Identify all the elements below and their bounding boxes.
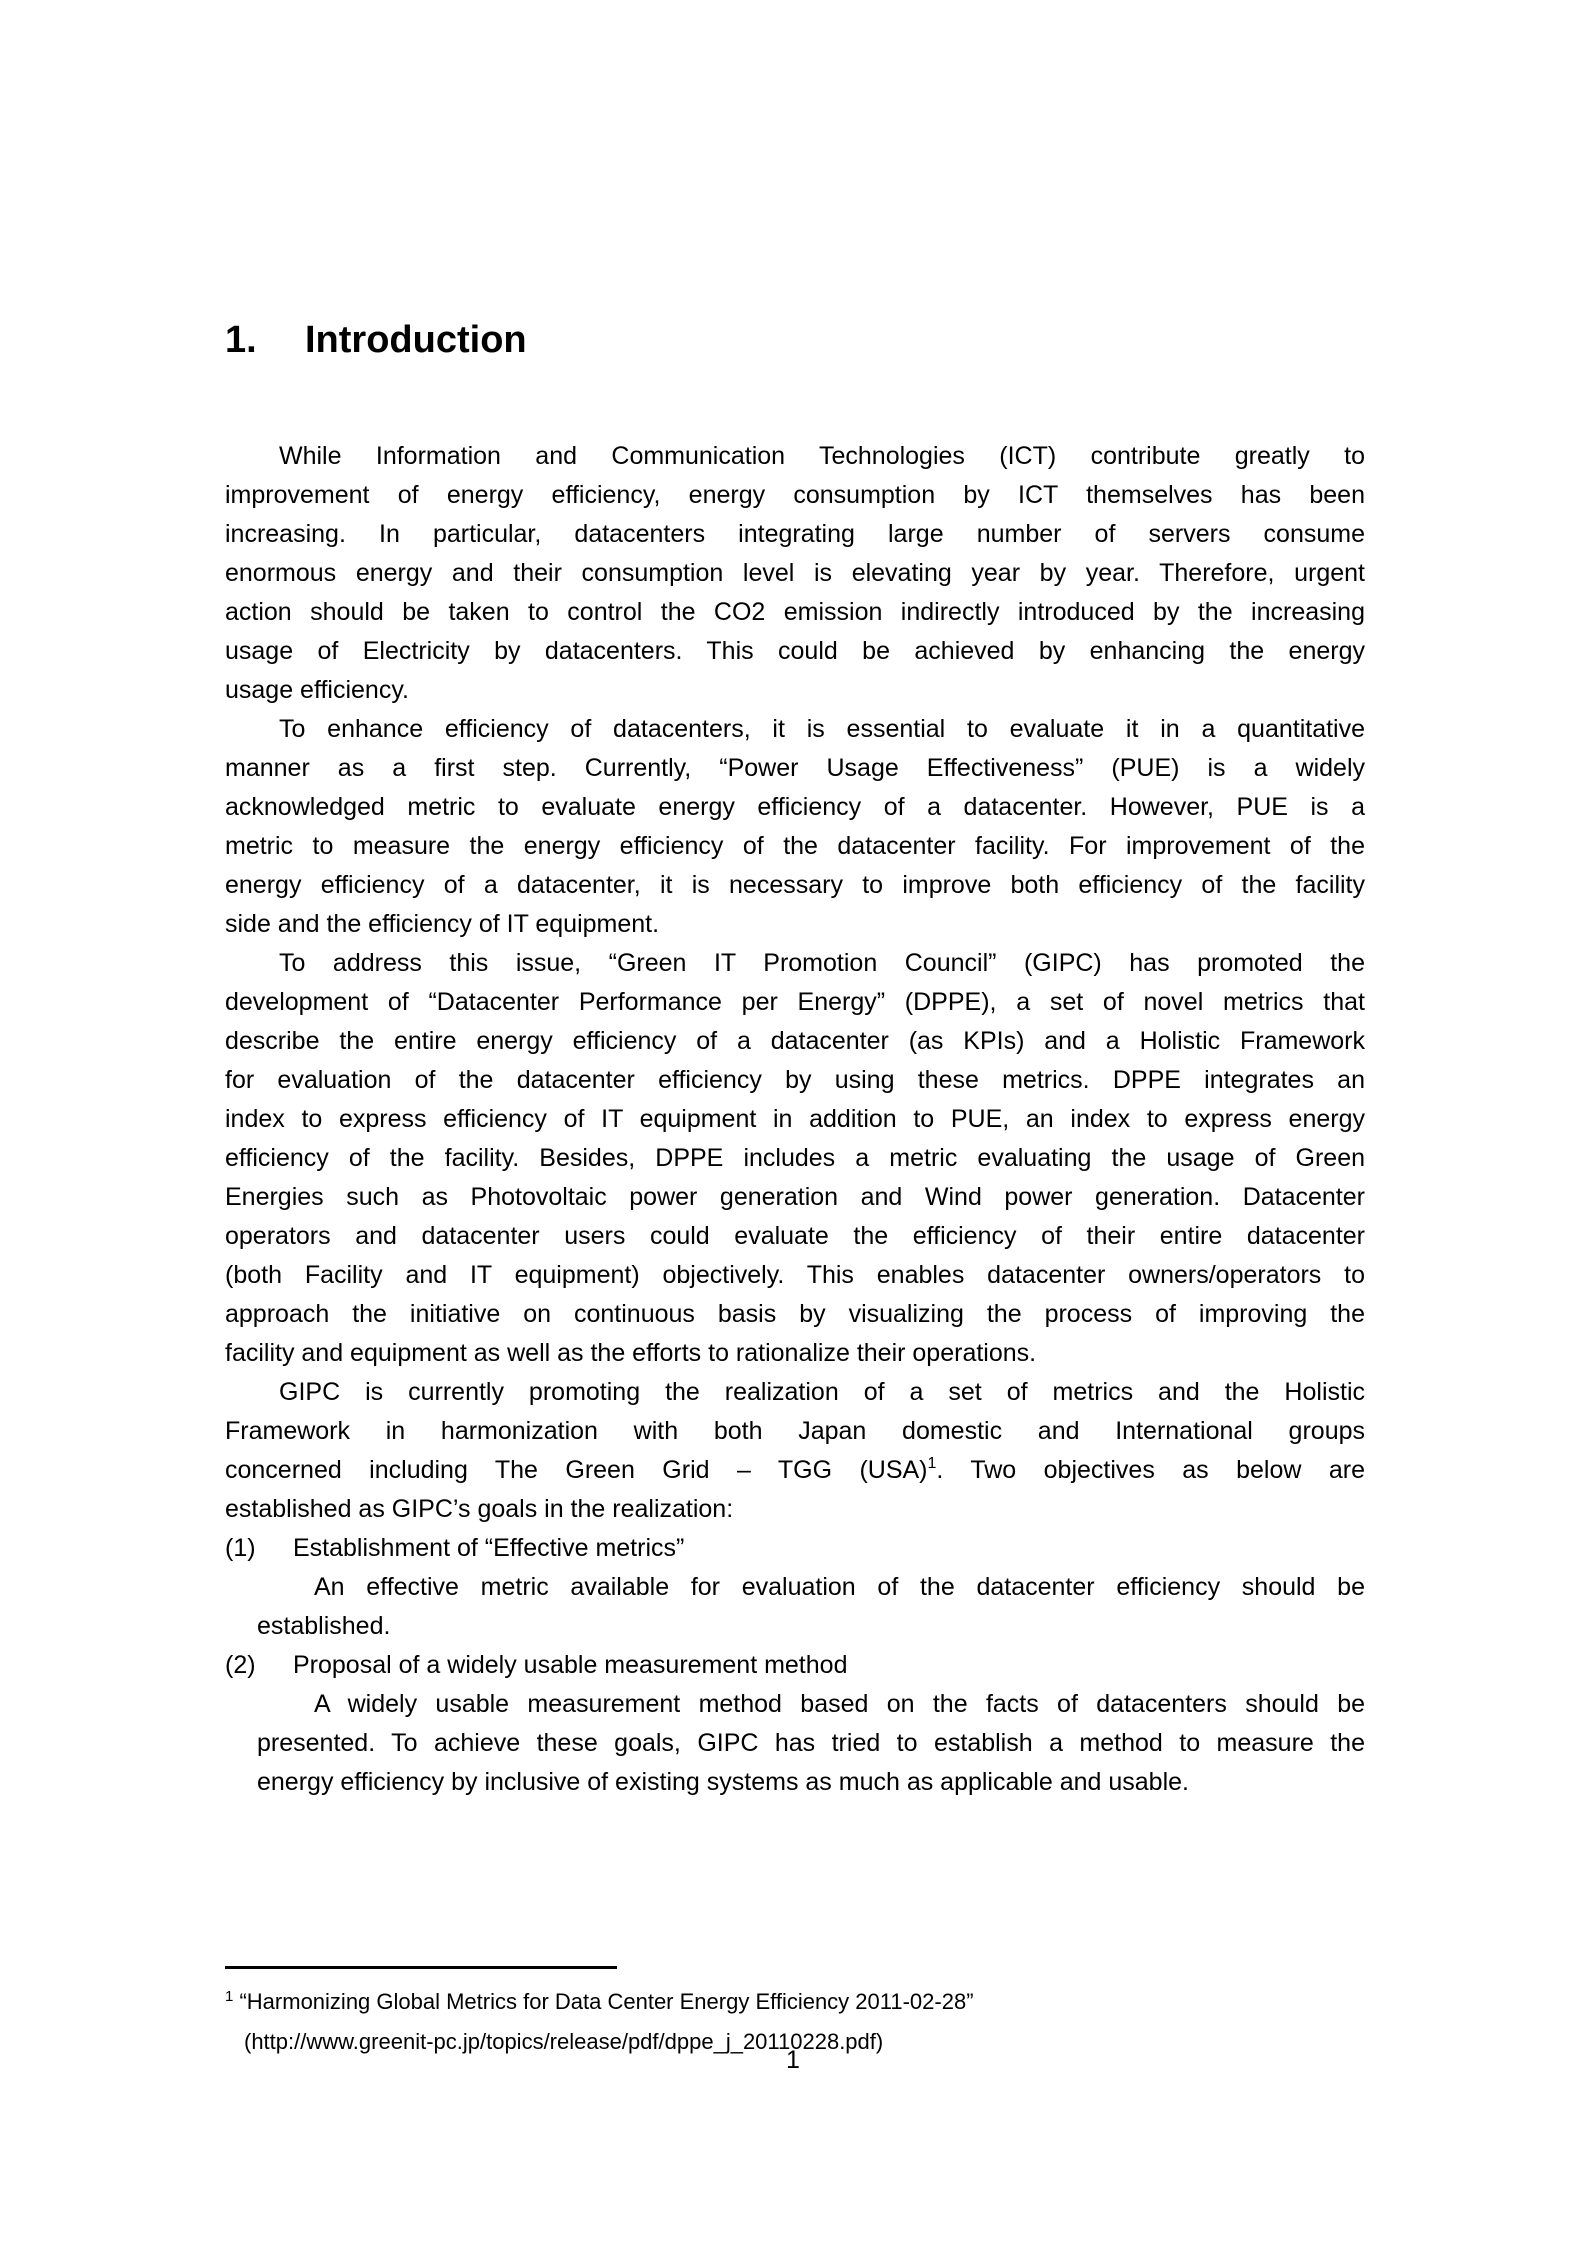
text-line: enormous energy and their consumption level is elevating year by year. Therefore, urgent [225, 559, 1365, 587]
text-segment: . Two objectives as below are [936, 1456, 1365, 1484]
text-line: While Information and Communication Technologies (ICT) contribute greatly to [279, 442, 1365, 470]
text-line: action should be taken to control the CO2 emission indirectly introduced by the increasing [225, 598, 1365, 626]
section-title: Introduction [305, 319, 527, 361]
text-line: To address this issue, “Green IT Promotion Council” (GIPC) has promoted the [279, 949, 1365, 977]
text-line: To enhance efficiency of datacenters, it is essential to evaluate it in a quantitative [279, 715, 1365, 743]
text-line: An effective metric available for evaluation of the datacenter efficiency should be [314, 1573, 1365, 1601]
text-line: energy efficiency of a datacenter, it is necessary to improve both efficiency of the facility [225, 871, 1365, 899]
paragraph-4 [225, 1373, 1365, 1529]
text-line: acknowledged metric to evaluate energy efficiency of a datacenter. However, PUE is a [225, 793, 1365, 821]
list-item-title: Proposal of a widely usable measurement method [293, 1651, 848, 1679]
text-line: Energies such as Photovoltaic power generation and Wind power generation. Datacenter [225, 1183, 1365, 1211]
text-line: for evaluation of the datacenter efficiency by using these metrics. DPPE integrates an [225, 1066, 1365, 1094]
text-line: (both Facility and IT equipment) objectively. This enables datacenter owners/operators to [225, 1261, 1365, 1289]
text-line: usage efficiency. [225, 676, 409, 704]
text-line: GIPC is currently promoting the realization of a set of metrics and the Holistic [279, 1378, 1365, 1406]
paragraph-2 [225, 710, 1365, 944]
text-line: facility and equipment as well as the efforts to rationalize their operations. [225, 1339, 1037, 1367]
list-item-title: Establishment of “Effective metrics” [293, 1534, 685, 1562]
text-line: Framework in harmonization with both Japan domestic and International groups [225, 1417, 1365, 1445]
text-line: A widely usable measurement method based on the facts of datacenters should be [314, 1690, 1365, 1718]
list-item-heading [225, 1646, 1365, 1685]
footnote-line [225, 1983, 1365, 2023]
text-line: presented. To achieve these goals, GIPC has tried to establish a method to measure the [257, 1729, 1365, 1757]
list-item-marker: (1) [225, 1534, 256, 1562]
text-line: describe the entire energy efficiency of a datacenter (as KPIs) and a Holistic Framework [225, 1027, 1365, 1055]
text-segment: concerned including The Green Grid – TGG (USA) [225, 1456, 928, 1484]
text-line: development of “Datacenter Performance per Energy” (DPPE), a set of novel metrics that [225, 988, 1365, 1016]
text-line-with-footnote-ref [225, 1451, 1365, 1490]
list-item-body [257, 1568, 1365, 1646]
text-line: established. [257, 1612, 391, 1640]
text-line: metric to measure the energy efficiency of the datacenter facility. For improvement of the [225, 832, 1365, 860]
page-content [225, 317, 1365, 1802]
text-line: improvement of energy efficiency, energy consumption by ICT themselves has been [225, 481, 1365, 509]
list-item-body [257, 1685, 1365, 1802]
footnote-marker: 1 [225, 1988, 234, 2005]
list-item-marker: (2) [225, 1651, 256, 1679]
text-line: index to express efficiency of IT equipment in addition to PUE, an index to express energy [225, 1105, 1365, 1133]
footnote-separator [225, 1966, 617, 1969]
footnote-text: “Harmonizing Global Metrics for Data Center Energy Efficiency 2011-02-28” [239, 1989, 974, 2014]
text-line: energy efficiency by inclusive of existing systems as much as applicable and usable. [257, 1768, 1189, 1796]
page-number: 1 [786, 2046, 800, 2074]
list-item-heading [225, 1529, 1365, 1568]
section-number: 1. [225, 319, 257, 361]
text-line: established as GIPC’s goals in the realization: [225, 1495, 734, 1523]
text-line: approach the initiative on continuous basis by visualizing the process of improving the [225, 1300, 1365, 1328]
text-line: increasing. In particular, datacenters integrating large number of servers consume [225, 520, 1365, 548]
footnote-url: (http://www.greenit-pc.jp/topics/release/pdf/dppe_j_20110228.pdf) [244, 2029, 884, 2054]
text-line: side and the efficiency of IT equipment. [225, 910, 660, 938]
paragraph-3 [225, 944, 1365, 1373]
text-line: efficiency of the facility. Besides, DPPE includes a metric evaluating the usage of Green [225, 1144, 1365, 1172]
list-item-2 [225, 1646, 1365, 1802]
text-line: operators and datacenter users could evaluate the efficiency of their entire datacenter [225, 1222, 1365, 1250]
paragraph-1 [225, 437, 1365, 710]
footnote-reference: 1 [927, 1455, 937, 1472]
text-line: manner as a first step. Currently, “Power Usage Effectiveness” (PUE) is a widely [225, 754, 1365, 782]
text-line: usage of Electricity by datacenters. This could be achieved by enhancing the energy [225, 637, 1365, 665]
list-item-1 [225, 1529, 1365, 1646]
section-heading [225, 317, 1365, 363]
